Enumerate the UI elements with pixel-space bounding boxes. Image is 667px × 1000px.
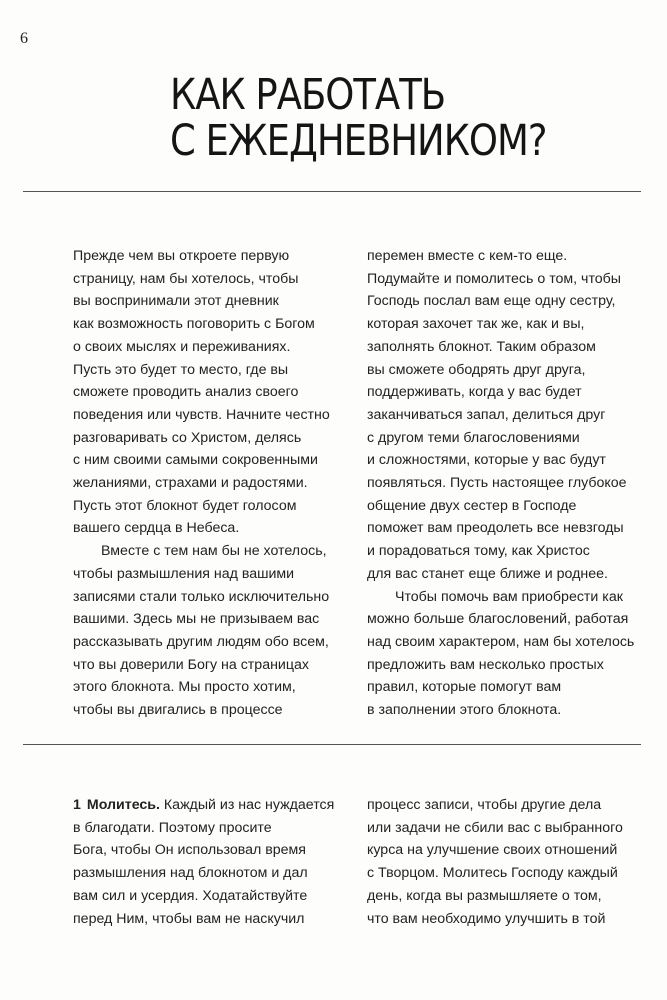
text-line: курса на улучшение своих отношений [367,842,618,859]
text-line: желаниями, страхами и радостями. [73,475,308,492]
text-line: предложить вам несколько простых [367,656,604,673]
text-line: разговаривать со Христом, делясь [73,429,302,446]
section1-left-column [73,245,373,722]
text-line: Бога, чтобы Он использовал время [73,842,306,859]
text-line: Господь послал вам еще одну сестру, [367,293,616,310]
text-line: поможет вам преодолеть все невзгоды [367,520,624,537]
text-line: вашими. Здесь мы не призываем вас [73,611,320,628]
text-line [73,794,373,817]
text-line: чтобы размышления над вашими [73,565,295,582]
section2-right-column [367,794,667,930]
text-line: и порадоваться тому, как Христос [367,543,590,560]
page-title [170,72,546,164]
text-line: вы воспринимали этот дневник [73,293,279,310]
text-line: появляться. Пусть настоящее глубокое [367,475,627,492]
text-line: с Творцом. Молитесь Господу каждый [367,865,618,882]
text-line: что вы доверили Богу на страницах [73,656,309,673]
text-line: рассказывать другим людям обо всем, [73,633,329,650]
text-line: Пусть это будет то место, где вы [73,361,289,378]
text-line: для вас станет еще ближе и роднее. [367,565,608,582]
text-line: процесс записи, чтобы другие дела [367,797,602,813]
text-line: что вам необходимо улучшить в той [367,910,606,927]
rule-item-1 [73,794,373,930]
title-line-2: С ЕЖЕДНЕВНИКОМ? [170,116,547,166]
text-line: с другом теми благословениями [367,429,580,446]
text-line: Подумайте и помолитесь о том, чтобы [367,270,622,287]
text-line: заполнять блокнот. Таким образом [367,338,596,355]
text-line: день, когда вы размышляете о том, [367,887,602,904]
text-line: Пусть этот блокнот будет голосом [73,497,297,514]
text-line: размышления над блокнотом и дал [73,865,308,882]
text-line: страницу, нам бы хотелось, чтобы [73,270,299,287]
section2-left-column [73,794,373,930]
text-line: как возможность поговорить с Богом [73,316,315,333]
text-line: вам сил и усердия. Ходатайствуйте [73,887,308,904]
text-line: или задачи не сбили вас с выбранного [367,819,623,836]
item-heading: Молитесь. [86,797,160,813]
text-line: можно больше благословений, работая [367,611,629,628]
item-number: 1 [73,797,81,813]
text-line: поведения или чувств. Начните честно [73,406,330,423]
item-text: Каждый из нас нуждается [159,797,335,813]
section1-right-column [367,245,667,722]
text-line: вы сможете ободрять друг друга, [367,361,586,378]
text-line: в заполнении этого блокнота. [367,702,562,719]
text-line: перед Ним, чтобы вам не наскучил [73,910,305,927]
text-line: общение двух сестер в Господе [367,497,577,514]
divider-middle [23,744,641,745]
paragraph-rules-intro [367,586,667,722]
text-line: над своим характером, нам бы хотелось [367,633,635,650]
text-line: правил, которые помогут вам [367,679,562,696]
text-line: Вместе с тем нам бы не хотелось, [101,543,327,560]
text-line: записями стали только исключительно [73,588,330,605]
text-line: поддерживать, когда у вас будет [367,384,582,401]
divider-top [23,191,641,192]
paragraph-intro [73,245,373,540]
text-line: этого блокнота. Мы просто хотим, [73,679,296,696]
text-line: и сложностями, которые у вас будут [367,452,606,469]
text-line: которая захочет так же, как и вы, [367,316,585,333]
text-line: Прежде чем вы откроете первую [73,248,290,264]
text-line: заканчиваться запал, делиться друг [367,406,606,423]
text-line: с ним своими самыми сокровенными [73,452,318,469]
text-line: Чтобы помочь вам приобрести как [395,588,623,605]
text-line: чтобы вы двигались в процессе [73,702,283,719]
title-line-1: КАК РАБОТАТЬ [170,70,446,120]
paragraph-together-cont [367,245,667,586]
text-line: вашего сердца в Небеса. [73,520,240,537]
text-line: перемен вместе с кем-то еще. [367,248,568,264]
rule-item-1-cont [367,794,667,930]
text-line: в благодати. Поэтому просите [73,819,272,836]
text-line: сможете проводить анализ своего [73,384,299,401]
text-line: о своих мыслях и переживаниях. [73,338,291,355]
paragraph-together [73,540,373,722]
page-number: 6 [20,30,28,47]
